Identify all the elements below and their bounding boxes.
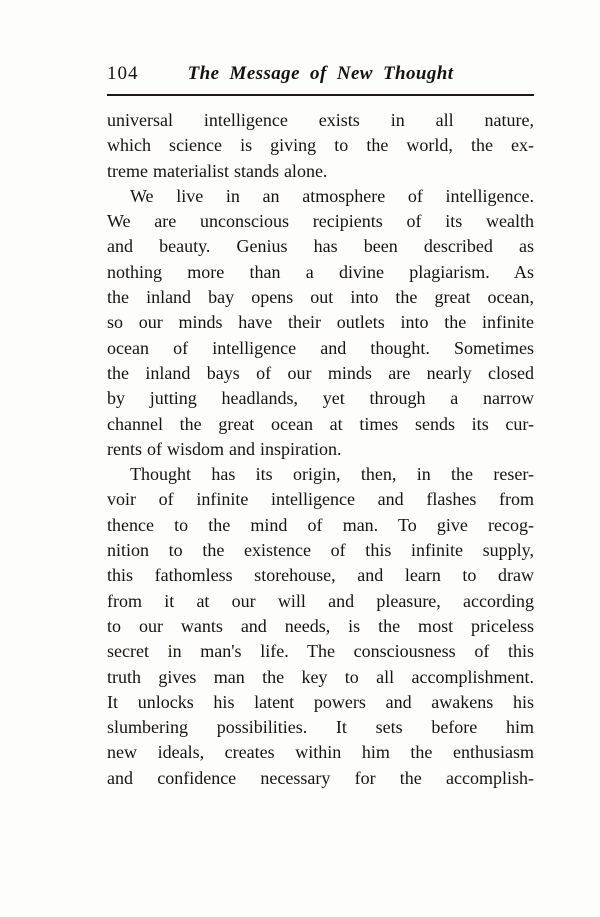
text-line: It unlocks his latent powers and awakens his: [107, 691, 534, 712]
text-line: to our wants and needs, is the most priceless: [107, 615, 534, 636]
text-line: new ideals, creates within him the enthusiasm: [107, 742, 534, 763]
text-line: ocean of intelligence and thought. Sometimes: [107, 337, 534, 358]
text-line: channel the great ocean at times sends its cur-: [107, 413, 534, 434]
text-line: thence to the mind of man. To give recog-: [107, 514, 534, 535]
text-line: and confidence necessary for the accomplish-: [107, 767, 534, 788]
text-line: the inland bays of our minds are nearly closed: [107, 362, 534, 383]
text-line: nition to the existence of this infinite supply,: [107, 540, 534, 561]
text-line: so our minds have their outlets into the infinite: [107, 312, 534, 333]
text-line: We live in an atmosphere of intelligence.: [130, 185, 534, 206]
page-body: [107, 108, 534, 791]
text-line: which science is giving to the world, the ex-: [107, 135, 534, 156]
text-line: and beauty. Genius has been described as: [107, 236, 534, 257]
text-line: from it at our will and pleasure, according: [107, 590, 534, 611]
text-line: universal intelligence exists in all nature,: [107, 110, 534, 130]
page-number: 104: [107, 63, 139, 84]
text-line: treme materialist stands alone.: [107, 160, 328, 181]
text-line: truth gives man the key to all accomplishment.: [107, 666, 534, 687]
running-title: The Message of New Thought: [187, 63, 454, 84]
text-line: We are unconscious recipients of its wealth: [107, 211, 534, 232]
page-header: [107, 63, 534, 91]
text-line: the inland bay opens out into the great ocean,: [107, 287, 534, 308]
text-line: rents of wisdom and inspiration.: [107, 438, 342, 459]
header-rule: [107, 94, 534, 96]
text-line: slumbering possibilities. It sets before him: [107, 717, 534, 738]
text-line: by jutting headlands, yet through a narrow: [107, 388, 534, 409]
text-line: voir of infinite intelligence and flashes from: [107, 489, 534, 510]
text-line: nothing more than a divine plagiarism. As: [107, 261, 534, 282]
text-line: Thought has its origin, then, in the reser-: [130, 464, 534, 485]
text-line: secret in man's life. The consciousness of this: [107, 641, 534, 662]
text-line: this fathomless storehouse, and learn to draw: [107, 565, 534, 586]
